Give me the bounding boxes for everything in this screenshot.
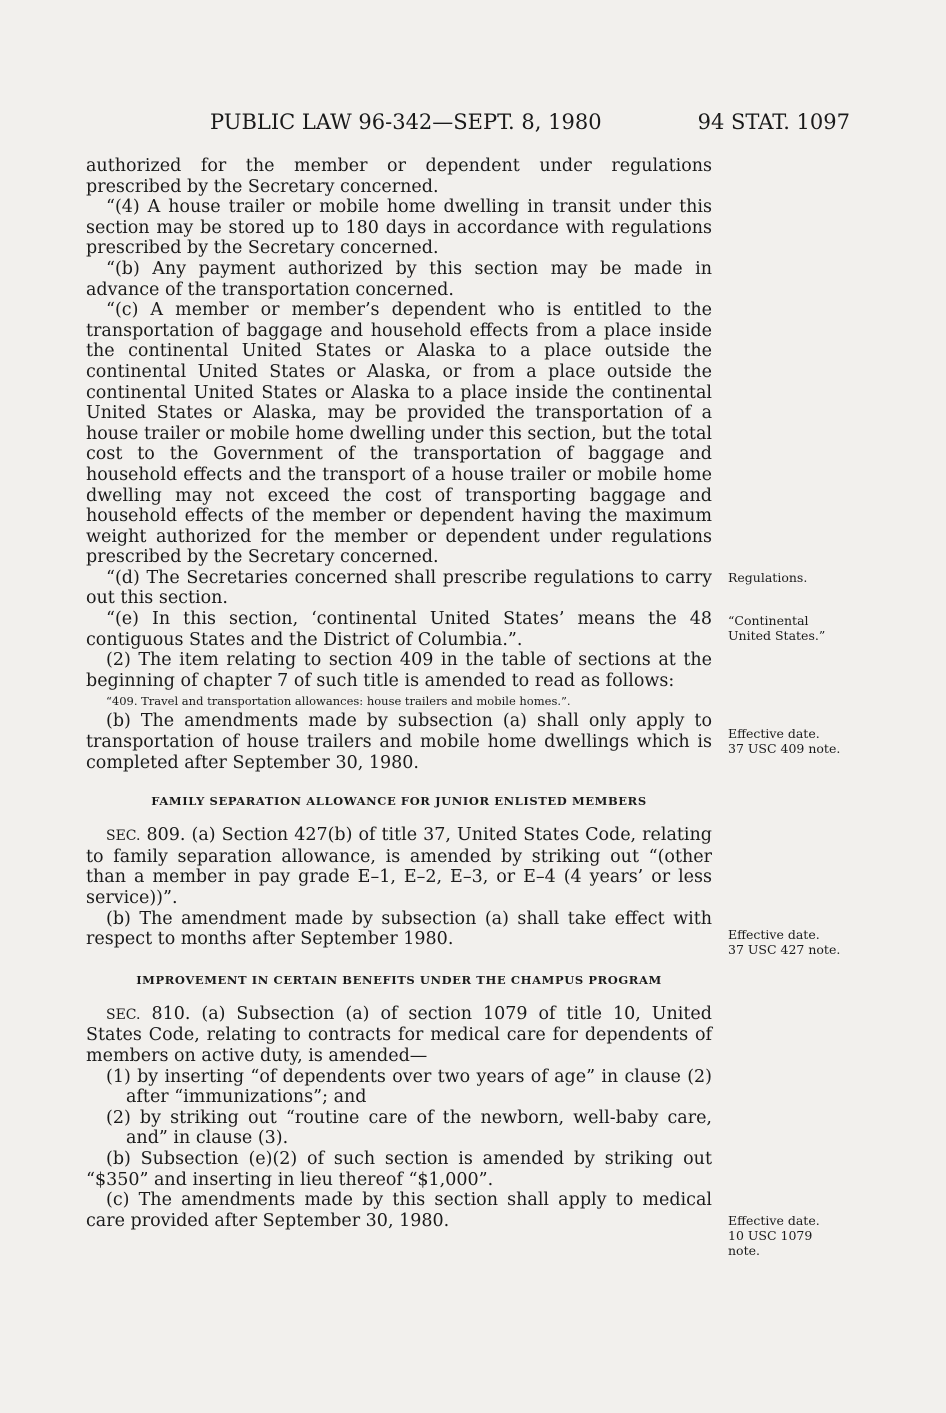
margin-note-line: 37 USC 409 note. — [728, 741, 841, 756]
paragraph: “(4) A house trailer or mobile home dwelling in transit under this section may be stored up to 180 days in accordance with regulations prescribed by the Secretary concerned. — [86, 197, 712, 259]
paragraph: authorized for the member or dependent under regulations prescribed by the Secretary concerned. — [86, 156, 712, 197]
margin-note-line: United States.” — [728, 628, 826, 643]
margin-note-regulations — [728, 570, 858, 585]
paragraph: (b) Subsection (e)(2) of such section is amended by striking out “$350” and inserting in lieu thereof “$1,000”. — [86, 1148, 712, 1190]
paragraph: (b) The amendments made by subsection (a) shall only apply to transportation of house trailers and mobile home dwellings which is completed after September 30, 1980. — [86, 711, 712, 773]
margin-note-line: Effective date. — [728, 1213, 820, 1228]
margin-note-line: Regulations. — [728, 570, 808, 585]
paragraph: “(e) In this section, ‘continental United States’ means the 48 contiguous States and the District of Columbia.”. — [86, 609, 712, 650]
margin-note-line: Effective date. — [728, 927, 820, 942]
margin-note-line: 37 USC 427 note. — [728, 942, 841, 957]
section-text: 810. (a) Subsection (a) of section 1079 of title 10, United States Code, relating to contracts for medical care for dependents of members on active duty, is amended— — [86, 1003, 712, 1066]
paragraph: (2) The item relating to section 409 in the table of sections at the beginning of chapter 7 of such title is amended to read as follows: — [86, 650, 712, 691]
section-heading: IMPROVEMENT IN CERTAIN BENEFITS UNDER THE CHAMPUS PROGRAM — [136, 972, 662, 987]
main-text — [86, 156, 712, 1231]
margin-note-line: Effective date. — [728, 726, 820, 741]
paragraph: (c) The amendments made by this section shall apply to medical care provided after September 30, 1980. — [86, 1190, 712, 1231]
paragraph: “(c) A member or member’s dependent who is entitled to the transportation of baggage and household effects from a place inside the continental United States or Alaska to a place outside the continental United States or Alaska, or from a place outside the continental United States or Alaska to a place inside the continental United States or Alaska, may be provided the transportation of a house trailer or mobile home dwelling under this section, but the total cost to the Government of the transportation of baggage and household effects and the transport of a house trailer or mobile home dwelling may not exceed the cost of transporting baggage and household effects of the member or dependent having the maximum weight authorized for the member or dependent under regulations prescribed by the Secretary concerned. — [86, 300, 712, 568]
margin-note-line: note. — [728, 1243, 760, 1258]
paragraph: (b) The amendment made by subsection (a) shall take effect with respect to months after September 1980. — [86, 908, 712, 950]
paragraph: “(b) Any payment authorized by this section may be made in advance of the transportation concerned. — [86, 258, 712, 300]
section-text: 809. (a) Section 427(b) of title 37, United States Code, relating to family separation allowance, is amended by striking out “(other than a member in pay grade E–1, E–2, E–3, or E–4 (4 years’ or less service))”. — [86, 825, 712, 908]
header-stat-number: 94 STAT. 1097 — [697, 110, 850, 134]
margin-note-effective-date — [728, 1213, 858, 1258]
section-810 — [86, 1004, 712, 1067]
margin-note-line: 10 USC 1079 — [728, 1228, 813, 1243]
section-label: SEC. — [106, 1006, 141, 1023]
margin-note-continental — [728, 613, 858, 643]
list-item: (2) by striking out “routine care of the newborn, well-baby care, and” in clause (3). — [106, 1107, 712, 1149]
header-title: PUBLIC LAW 96-342—SEPT. 8, 1980 — [210, 110, 602, 134]
margin-note-effective-date — [728, 726, 858, 756]
list-item: (1) by inserting “of dependents over two years of age” in clause (2) after “immunizations”; and — [106, 1066, 712, 1108]
margin-note-line: “Continental — [728, 613, 809, 628]
table-entry: “409. Travel and transportation allowances: house trailers and mobile homes.”. — [106, 694, 571, 709]
paragraph: “(d) The Secretaries concerned shall prescribe regulations to carry out this section. — [86, 567, 712, 609]
section-heading: FAMILY SEPARATION ALLOWANCE FOR JUNIOR ENLISTED MEMBERS — [151, 794, 647, 809]
section-label: SEC. — [106, 828, 141, 845]
margin-note-effective-date — [728, 927, 858, 957]
section-809 — [86, 825, 712, 908]
